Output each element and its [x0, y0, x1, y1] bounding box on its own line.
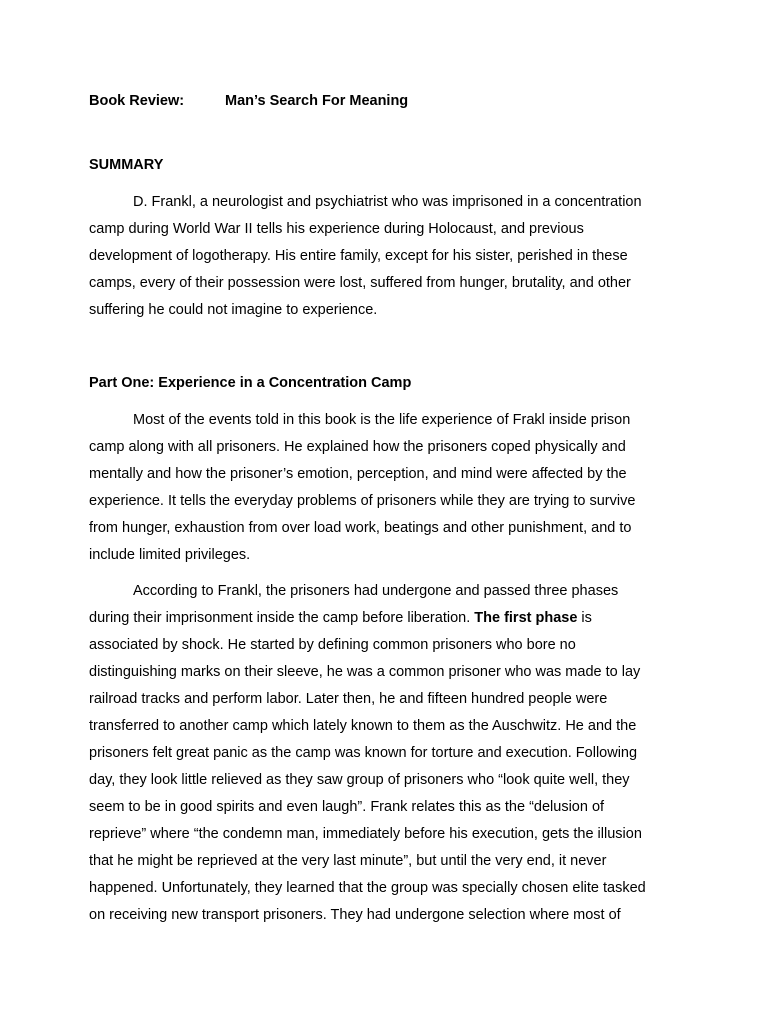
text-line: happened. Unfortunately, they learned that the group was specially chosen elite tasked	[89, 880, 646, 896]
text-line	[89, 605, 679, 632]
review-title-label: Book Review:	[89, 93, 185, 109]
text-line: that he might be reprieved at the very last minute”, but until the very end, it never	[89, 853, 607, 869]
text-line: prisoners felt great panic as the camp was known for torture and execution. Following	[89, 745, 638, 761]
part-one-paragraph-1	[89, 407, 679, 569]
text-line: experience. It tells the everyday problems of prisoners while they are trying to survive	[89, 493, 636, 509]
text-line: D. Frankl, a neurologist and psychiatrist who was imprisoned in a concentration	[133, 194, 642, 210]
text-line: distinguishing marks on their sleeve, he was a common prisoner who was made to lay	[89, 664, 641, 680]
text-segment: is	[577, 610, 592, 626]
text-line: transferred to another camp which lately known to them as the Auschwitz. He and the	[89, 718, 637, 734]
text-line: day, they look little relieved as they saw group of prisoners who “look quite well, they	[89, 772, 630, 788]
review-title	[89, 93, 408, 109]
first-phase-emphasis: The first phase	[474, 610, 578, 626]
summary-heading: SUMMARY	[89, 157, 164, 173]
text-line: mentally and how the prisoner’s emotion, perception, and mind were affected by the	[89, 466, 627, 482]
review-title-book: Man’s Search For Meaning	[225, 93, 409, 109]
text-line: reprieve” where “the condemn man, immediately before his execution, gets the illusion	[89, 826, 642, 842]
text-line: Most of the events told in this book is the life experience of Frakl inside prison	[133, 412, 631, 428]
part-one-paragraph-2	[89, 578, 679, 929]
text-line: camp along with all prisoners. He explained how the prisoners coped physically and	[89, 439, 626, 455]
text-line: from hunger, exhaustion from over load work, beatings and other punishment, and to	[89, 520, 632, 536]
summary-paragraph	[89, 189, 679, 324]
text-line: railroad tracks and perform labor. Later then, he and fifteen hundred people were	[89, 691, 608, 707]
text-line: seem to be in good spirits and even laugh”. Frank relates this as the “delusion of	[89, 799, 605, 815]
text-line: camps, every of their possession were lost, suffered from hunger, brutality, and other	[89, 275, 631, 291]
text-line: on receiving new transport prisoners. They had undergone selection where most of	[89, 907, 621, 923]
text-line: camp during World War II tells his experience during Holocaust, and previous	[89, 221, 584, 237]
text-line: suffering he could not imagine to experience.	[89, 302, 378, 318]
text-line: include limited privileges.	[89, 547, 251, 563]
text-line: associated by shock. He started by defining common prisoners who bore no	[89, 637, 576, 653]
part-one-heading: Part One: Experience in a Concentration Camp	[89, 375, 412, 391]
text-line: According to Frankl, the prisoners had undergone and passed three phases	[133, 583, 619, 599]
text-line: development of logotherapy. His entire family, except for his sister, perished in these	[89, 248, 628, 264]
text-segment: during their imprisonment inside the camp before liberation.	[89, 610, 475, 626]
